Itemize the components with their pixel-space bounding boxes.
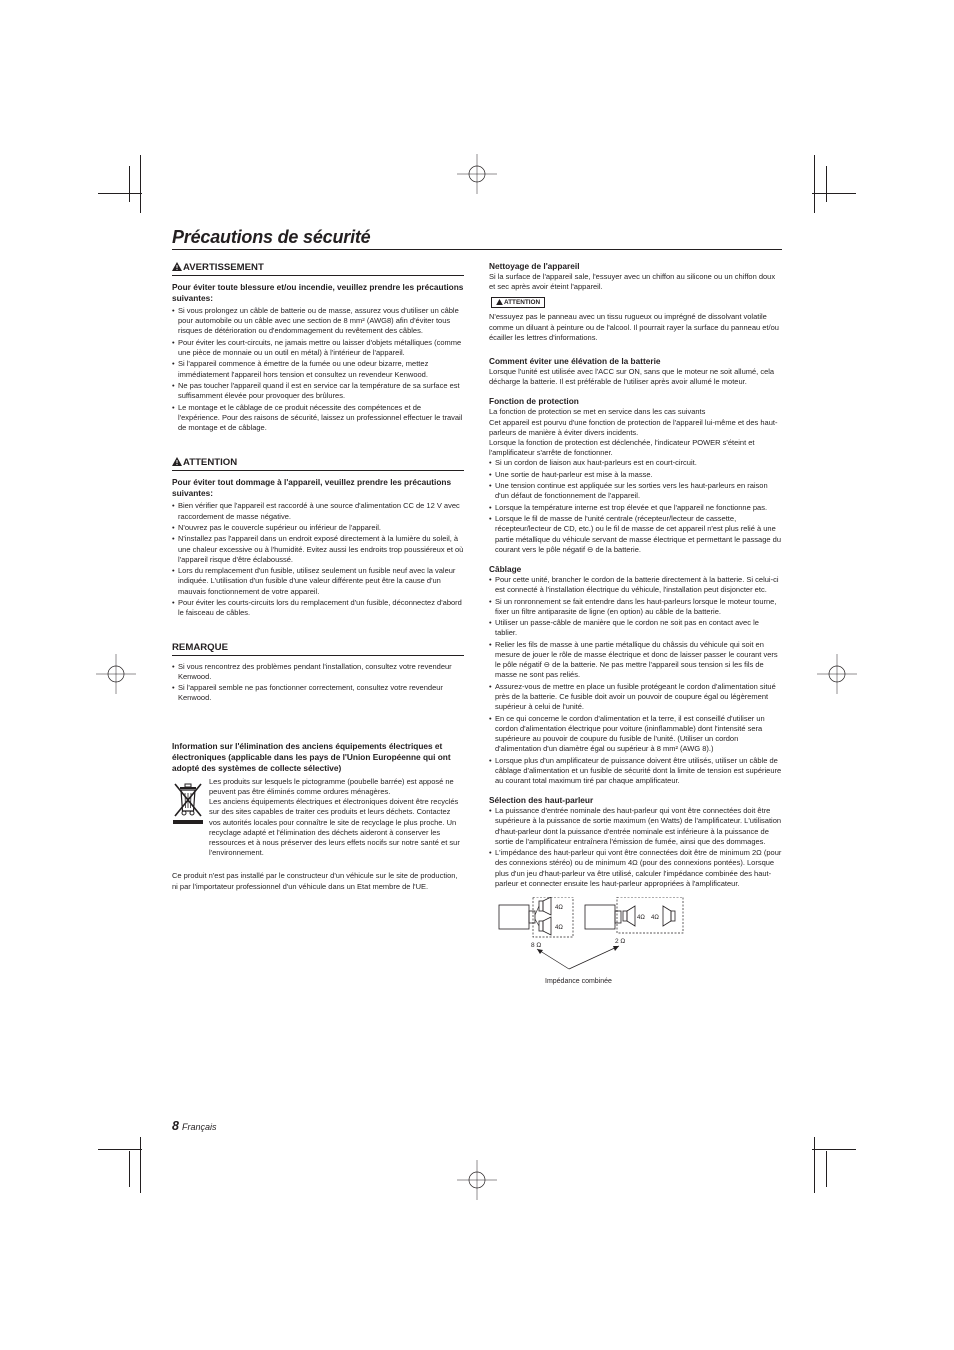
protection-text-3: Lorsque la fonction de protection est déclenchée, l'indicateur POWER s'éteint et l'amplificateur s'arrête de fonctionner. bbox=[489, 438, 755, 458]
label: 4Ω bbox=[555, 905, 563, 912]
list-item: • Si un ronronnement se fait entendre dans les haut-parleurs lorsque le moteur tourne, fixer un filtre antiparasite de ligne (en option) au câble de la batterie. bbox=[489, 597, 783, 617]
crop-mark bbox=[814, 1137, 815, 1193]
disposal-block bbox=[172, 777, 464, 859]
list-item: • Une tension continue est appliquée sur les sorties vers les haut-parleurs en raison d'un défaut de fonctionnement de l'appareil. bbox=[489, 481, 783, 501]
list-item: • Ne pas toucher l'appareil quand il est en service car la température de sa surface est suffisamment élevée pour provoquer des brûlures. bbox=[172, 381, 464, 401]
list-item: • N'installez pas l'appareil dans un endroit exposé directement à la lumière du soleil, à une chaleur excessive ou à l'humidité. Evitez aussi les endroits trop poussiéreux et où l'appareil risque d'être éclaboussé. bbox=[172, 534, 464, 565]
registration-mark-left bbox=[96, 654, 136, 694]
battery-heading: Comment éviter une élévation de la batterie bbox=[489, 356, 661, 367]
registration-mark-right bbox=[817, 654, 857, 694]
list-item: • Une sortie de haut-parleur est mise à la masse. bbox=[489, 470, 783, 480]
protection-text-1: La fonction de protection se met en service dans les cas suivants bbox=[489, 407, 706, 417]
protection-list bbox=[489, 458, 783, 555]
list-item: • La puissance d'entrée nominale des haut-parleur qui vont être connectées doit être supérieure à la puissance de sortie maximum (en Watts) de l'amplificateur. L'utilisation d'haut-parleur dont la puissance d'entrée nominale est inférieure à la puissance de sortie de l'amplificateur entraînera l'émission de fumée, ainsi que des dommages. bbox=[489, 806, 783, 847]
crop-mark bbox=[826, 1151, 827, 1187]
list-item: • Si l'appareil commence à émettre de la fumée ou une odeur bizarre, mettez immédiatement l'appareil hors tension et consultez un revendeur Kenwood. bbox=[172, 359, 464, 379]
disposal-text-1: Les produits sur lesquels le pictogramme (poubelle barrée) est apposé ne peuvent pas être éliminés comme ordures ménagères. bbox=[209, 776, 454, 796]
list-item: • Lorsque le fil de masse de l'unité centrale (récepteur/lecteur de cassette, récepteur/lecteur de CD, etc.) ou le fil de masse de cet appareil n'est plus relié à une partie métallique du véhicule servant de masse électrique et permettant le passage du courant vers le pôle négatif ⊖ de la batterie. bbox=[489, 514, 783, 555]
list-item: • Si un cordon de liaison aux haut-parleurs est en court-circuit. bbox=[489, 458, 783, 468]
list-item: • Assurez-vous de mettre en place un fusible protégeant le cordon d'alimentation situé près de la batterie. Ce fusible doit avoir un pouvoir de coupure égal ou légèrement supérieur à celui de l'unité. bbox=[489, 682, 783, 713]
speakers-list bbox=[489, 806, 783, 889]
crop-mark bbox=[812, 1149, 856, 1150]
caution-lead: Pour éviter tout dommage à l'appareil, veuillez prendre les précautions suivantes: bbox=[172, 477, 452, 499]
footer-language: Français bbox=[182, 1122, 217, 1132]
disposal-text-2: Les anciens équipements électriques et électroniques doivent être recyclés sur des sites capables de traiter ces produits et leurs déchets. Contactez vos autorités locales pour connaître le site de recyclage le plus proche. Un recyclage adapté et l'élimination des déchets aideront à conserver les ressources et à nous préserver des leurs effets nocifs sur notre santé et sur l'environnement. bbox=[209, 797, 460, 858]
list-item: • Lorsque plus d'un amplificateur de puissance doivent être utilisés, utiliser un câble de câblage d'alimentation et un fusible de sécurité dont la limite de tension est supérieure au courant total maximum tiré par chaque amplificateur. bbox=[489, 756, 783, 787]
protection-text-2: Cet appareil est pourvu d'une fonction de protection de l'appareil lui-même et des haut-parleurs de manière à éviter divers incidents. bbox=[489, 417, 778, 437]
list-item: • Utiliser un passe-câble de manière que le cordon ne soit pas en contact avec le tablier. bbox=[489, 618, 783, 638]
left-column bbox=[172, 262, 464, 892]
disposal-footnote: Ce produit n'est pas installé par le constructeur d'un véhicule sur le site de production, ni par l'importateur professionnel d'un véhicule dans un Etat membre de l'UE. bbox=[172, 871, 458, 891]
warning-triangle-icon bbox=[496, 299, 503, 305]
protection-heading: Fonction de protection bbox=[489, 396, 579, 407]
list-item: • Bien vérifier que l'appareil est raccordé à une source d'alimentation CC de 12 V avec raccordement de masse négative. bbox=[172, 501, 464, 521]
note-list bbox=[172, 662, 464, 704]
disposal-heading: Information sur l'élimination des anciens équipements électriques et électroniques (applicable dans les pays de l'Union Européenne qui ont adopté des systèmes de collecte sélective) bbox=[172, 740, 451, 773]
list-item: • Pour éviter les courts-circuits lors du remplacement d'un fusible, déconnectez d'abord le faisceau de câbles. bbox=[172, 598, 464, 618]
warning-triangle-icon bbox=[172, 457, 182, 466]
crop-mark bbox=[129, 166, 130, 202]
wiring-list bbox=[489, 575, 783, 786]
warning-heading: AVERTISSEMENT bbox=[172, 262, 464, 276]
warning-list bbox=[172, 306, 464, 433]
label: 4Ω bbox=[555, 925, 563, 932]
crop-mark bbox=[826, 166, 827, 202]
registration-mark-top bbox=[457, 154, 497, 194]
diagram-caption: Impédance combinée bbox=[545, 978, 612, 986]
list-item: • Relier les fils de masse à une partie métallique du châssis du véhicule qui soit en mesure de jouer le rôle de masse électrique et donc de laisser passer le courant vers le pôle négatif ⊖ de la batterie. Ne pas mettre l'appareil sous tension si les fils de masse ne sont pas reliés. bbox=[489, 640, 783, 681]
crop-mark bbox=[812, 193, 856, 194]
series-connection-diagram bbox=[499, 897, 573, 949]
list-item: • Si vous rencontrez des problèmes pendant l'installation, consultez votre revendeur Kenwood. bbox=[172, 662, 464, 682]
list-item: • Lors du remplacement d'un fusible, utilisez seulement un fusible neuf avec la valeur indiquée. L'utilisation d'un fusible d'une valeur différente peut être la cause d'un mauvais fonctionnement de votre appareil. bbox=[172, 566, 464, 597]
crossed-bin-icon bbox=[172, 781, 204, 827]
wiring-heading: Câblage bbox=[489, 564, 522, 575]
list-item: • L'impédance des haut-parleur qui vont être connectées doit être de minimum 2Ω (pour des connexions stéréo) ou de minimum 4Ω (pour des connexions pontées). Lorsque plus d'un jeu d'haut-parleur va être utilisé, calculer l'impédance combinée des haut-parleur et connecter ensuite les haut-parleur appropriées à l'amplificateur. bbox=[489, 848, 783, 889]
page-footer bbox=[172, 1119, 217, 1134]
page-title: Précautions de sécurité bbox=[172, 226, 782, 250]
page-number: 8 bbox=[172, 1119, 179, 1133]
list-item: • Pour cette unité, brancher le cordon de la batterie directement à la batterie. Si celui-ci est connecté à l'installation électrique du véhicule, l'installation peut disjoncter etc. bbox=[489, 575, 783, 595]
right-column bbox=[489, 261, 783, 987]
crop-mark bbox=[140, 1137, 141, 1193]
crop-mark bbox=[140, 155, 141, 213]
list-item: • Lorsque la température interne est trop élevée et que l'appareil ne fonctionne pas. bbox=[489, 503, 783, 513]
caution-list bbox=[172, 501, 464, 618]
label: 2 Ω bbox=[615, 938, 626, 946]
label: 4Ω bbox=[637, 915, 645, 922]
speakers-heading: Sélection des haut-parleur bbox=[489, 795, 594, 806]
cleaning-text: Si la surface de l'appareil sale, l'essuyer avec un chiffon au silicone ou un chiffon doux et sec après avoir éteint l'appareil. bbox=[489, 272, 776, 292]
caution-heading: ATTENTION bbox=[172, 457, 464, 471]
list-item: • Pour éviter les court-circuits, ne jamais mettre ou laisser d'objets métalliques (comme une pièce de monnaie ou un outil en métal) à l'intérieur de l'appareil. bbox=[172, 338, 464, 358]
list-item: • Le montage et le câblage de ce produit nécessite des compétences et de l'expérience. Pour des raisons de sécurité, laissez un professionnel effectuer le travail de montage et de câblage. bbox=[172, 403, 464, 434]
list-item: • N'ouvrez pas le couvercle supérieur ou inférieur de l'appareil. bbox=[172, 523, 464, 533]
attention-badge: ATTENTION bbox=[491, 297, 545, 308]
list-item: • Si vous prolongez un câble de batterie ou de masse, assurez vous d'utiliser un câble pour automobile ou un câble avec une section de 8 mm² (AWG8) afin d'éviter tous risques de détérioration ou d'endommagement du revêtement des câbles. bbox=[172, 306, 464, 337]
list-item: • En ce qui concerne le cordon d'alimentation et la terre, il est conseillé d'utiliser un cordon d'alimentation électrique pour voiture (ininflammable) dont l'intensité sera supérieure au pouvoir de coupure du fusible de l'unité. (Utiliser un cordon d'alimentation d'un diamètre égal ou supérieur à 8 mm² (AWG 8).) bbox=[489, 714, 783, 755]
cleaning-attention-text: N'essuyez pas le panneau avec un tissu rugueux ou imprégné de dissolvant volatile comme un diluant à peinture ou de l'alcool. Il pourrait rayer la surface du panneau et/ou écailler les lettres d'informations. bbox=[489, 312, 779, 342]
list-item: • Si l'appareil semble ne pas fonctionner correctement, consultez votre revendeur Kenwood. bbox=[172, 683, 464, 703]
cleaning-heading: Nettoyage de l'appareil bbox=[489, 261, 580, 271]
crop-mark bbox=[814, 155, 815, 213]
crop-mark bbox=[129, 1151, 130, 1187]
registration-mark-bottom bbox=[457, 1160, 497, 1200]
battery-text: Lorsque l'unité est utilisée avec l'ACC sur ON, sans que le moteur ne soit allumé, cela décharge la batterie. Il est préférable de l'utiliser après avoir allumé le moteur. bbox=[489, 367, 775, 387]
label: 4Ω bbox=[651, 915, 659, 922]
warning-triangle-icon bbox=[172, 262, 182, 271]
impedance-diagram bbox=[497, 897, 697, 987]
crop-mark bbox=[98, 193, 142, 194]
note-heading: REMARQUE bbox=[172, 642, 464, 656]
crop-mark bbox=[98, 1149, 142, 1150]
warning-lead: Pour éviter toute blessure et/ou incendie, veuillez prendre les précautions suivantes: bbox=[172, 282, 464, 303]
pointer-arrows bbox=[537, 946, 619, 969]
label: 8 Ω bbox=[531, 942, 542, 950]
parallel-connection-diagram bbox=[585, 897, 683, 945]
